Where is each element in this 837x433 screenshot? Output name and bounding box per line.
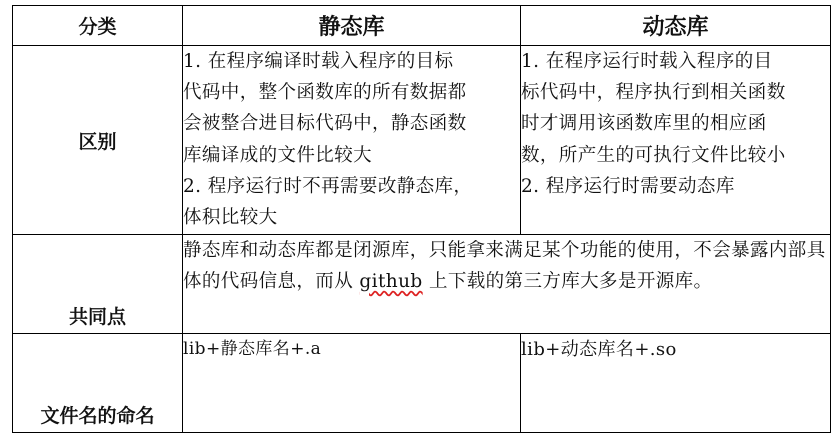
github-marked-word: github [359, 271, 423, 293]
naming-static-cell: lib+静态库名+.a [183, 334, 521, 433]
difference-dynamic-cell [521, 46, 831, 235]
header-static: 静态库 [183, 6, 521, 46]
static-diff-line: 体积比较大 [183, 207, 278, 229]
common-text-before: 静态库和动态库都是闭源库，只能拿来满足某个功能的使用，不会暴露内部具体的代码信息，而从 [183, 240, 826, 293]
static-diff-line: 2. 程序运行时不再需要改静态库， [183, 175, 473, 197]
static-diff-line: 1. 在程序编译时载入程序的目标 [183, 51, 454, 72]
static-diff-line: 会被整合进目标代码中，静态函数 [183, 113, 467, 135]
difference-label: 区别 [13, 46, 183, 235]
common-label: 共同点 [13, 235, 183, 334]
dynamic-diff-line: 数，所产生的可执行文件比较小 [521, 144, 786, 166]
common-cell [183, 235, 831, 334]
comparison-table [12, 5, 831, 433]
naming-label: 文件名的命名 [13, 334, 183, 433]
header-category: 分类 [13, 6, 183, 46]
dynamic-diff-line: 时才调用该函数库里的相应函 [521, 113, 767, 135]
common-text-after: 上下载的第三方库大多是开源库。 [422, 271, 713, 293]
header-dynamic: 动态库 [521, 6, 831, 46]
dynamic-diff-line: 1. 在程序运行时载入程序的目 [521, 51, 773, 72]
common-row [13, 235, 831, 334]
difference-static-cell [183, 46, 521, 235]
naming-row [13, 334, 831, 433]
static-diff-line: 库编译成的文件比较大 [183, 144, 373, 166]
naming-dynamic-cell: lib+动态库名+.so [521, 334, 831, 433]
difference-row [13, 46, 831, 235]
dynamic-diff-line: 标代码中，程序执行到相关函数 [521, 82, 786, 104]
header-row [13, 6, 831, 46]
static-diff-line: 代码中，整个函数库的所有数据都 [183, 82, 467, 104]
dynamic-diff-line: 2. 程序运行时需要动态库 [521, 175, 735, 197]
